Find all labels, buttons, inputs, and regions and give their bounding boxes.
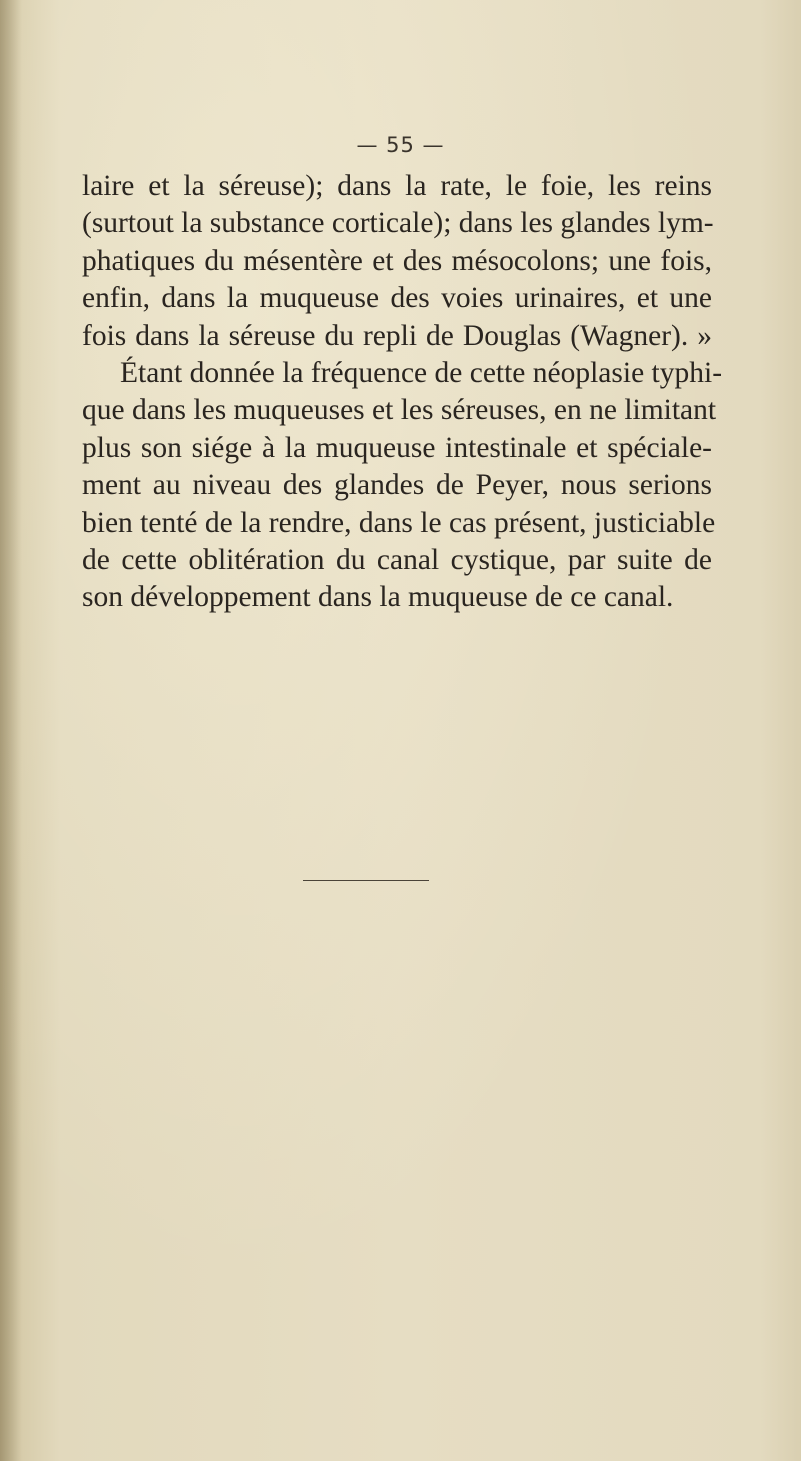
text-line: ment au niveau des glandes de Peyer, nous serions [82, 469, 712, 502]
text-line: enfin, dans la muqueuse des voies urinaires, et une [82, 282, 712, 315]
text-line: plus son siége à la muqueuse intestinale et spéciale- [82, 431, 712, 464]
page-gutter-shadow [0, 0, 22, 1461]
text-line: son développement dans la muqueuse de ce canal. [82, 581, 674, 614]
text-line: Étant donnée la fréquence de cette néoplasie typhi- [120, 357, 723, 390]
page-body [82, 168, 723, 617]
text-line: que dans les muqueuses et les séreuses, en ne limitant [82, 394, 717, 427]
text-line: fois dans la séreuse du repli de Douglas (Wagner). » [82, 319, 712, 352]
text-line: (surtout la substance corticale); dans les glandes lym- [82, 207, 714, 240]
text-line: phatiques du mésentère et des mésocolons; une fois, [82, 244, 712, 277]
text-line: bien tenté de la rendre, dans le cas présent, justiciable [82, 506, 716, 539]
text-line: de cette oblitération du canal cystique, par suite de [82, 544, 712, 577]
page-number: — 55 — [356, 133, 445, 157]
text-line: laire et la séreuse); dans la rate, le foie, les reins [82, 170, 712, 202]
section-rule [303, 880, 429, 881]
